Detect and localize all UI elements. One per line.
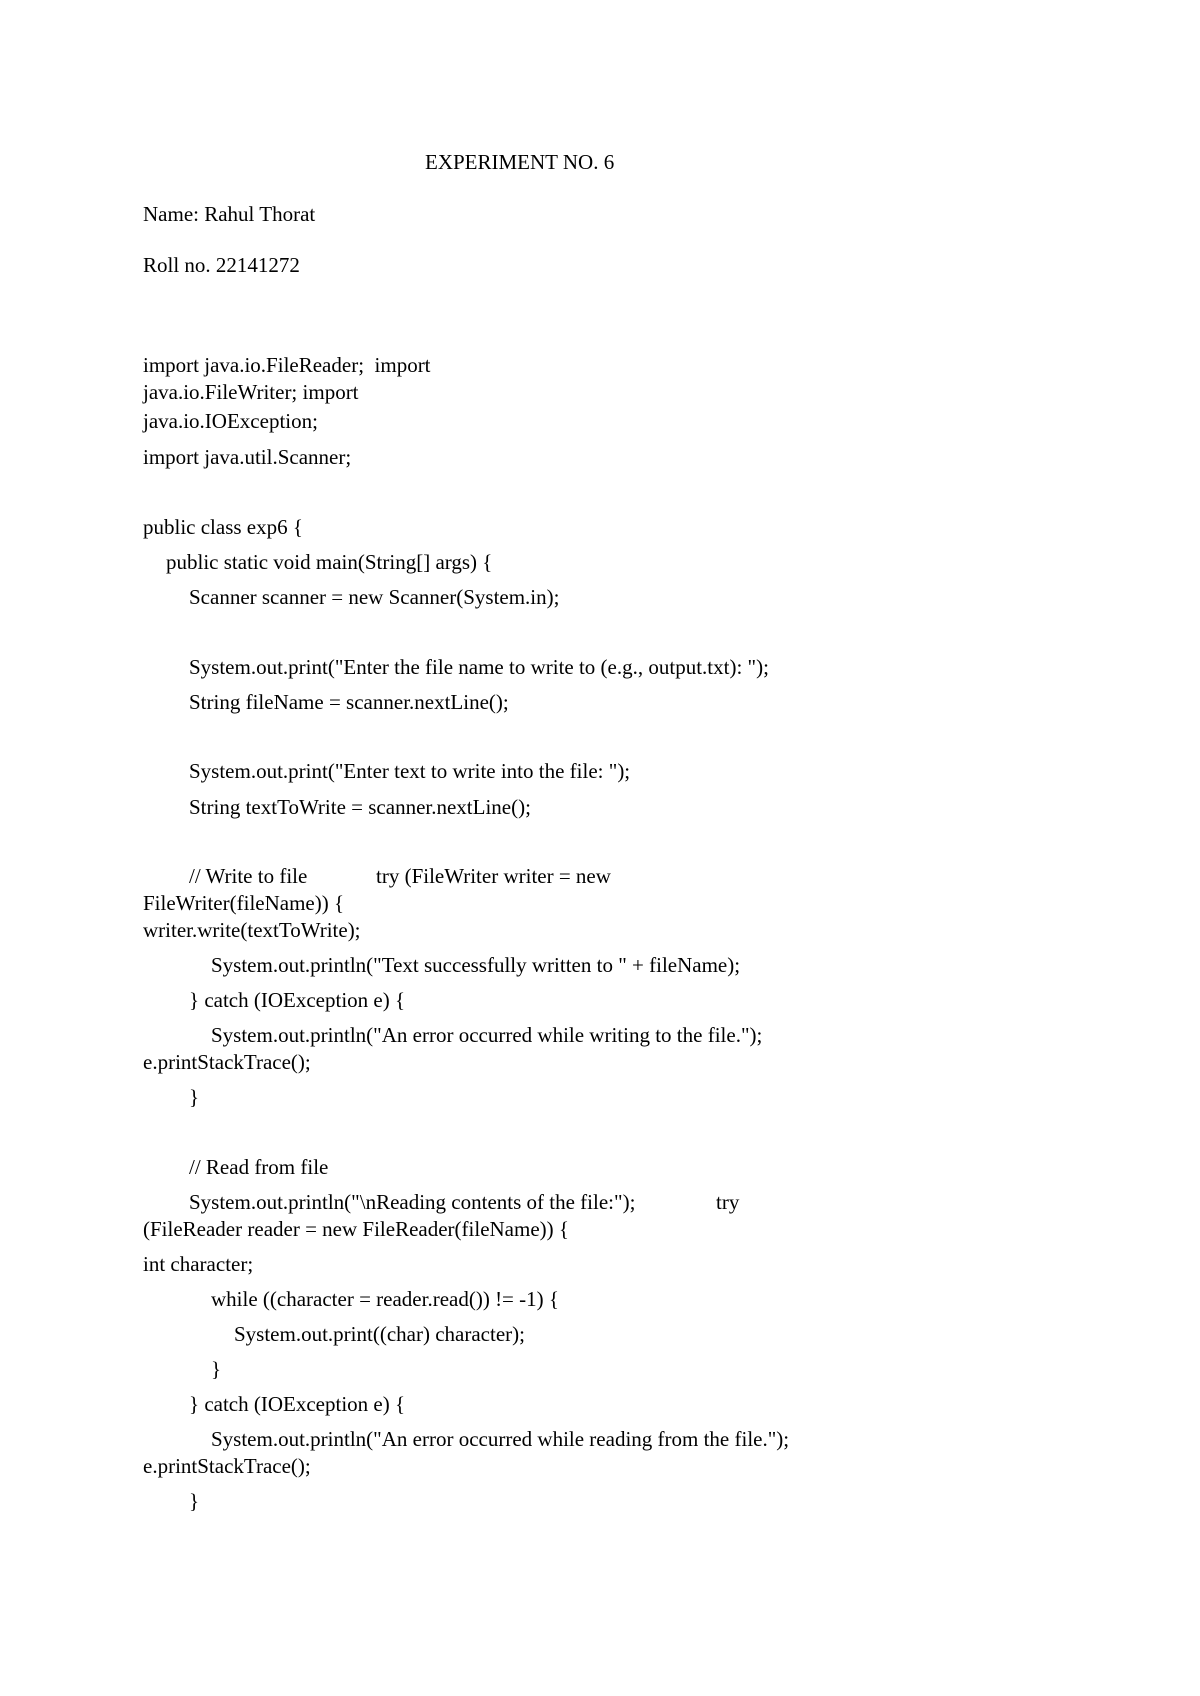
code-line: System.out.print((char) character); xyxy=(234,1322,525,1346)
student-name: Name: Rahul Thorat xyxy=(143,202,316,226)
code-line: e.printStackTrace(); xyxy=(143,1454,311,1478)
roll-number: Roll no. 22141272 xyxy=(143,253,300,277)
code-line: public class exp6 { xyxy=(143,515,303,539)
code-line: System.out.print("Enter the file name to write to (e.g., output.txt): "); xyxy=(189,655,769,679)
code-line: writer.write(textToWrite); xyxy=(143,918,361,942)
code-line: try (FileWriter writer = new xyxy=(376,864,611,888)
code-line: } xyxy=(211,1357,222,1381)
code-line: String textToWrite = scanner.nextLine(); xyxy=(189,795,531,819)
code-comment: // Read from file xyxy=(189,1155,329,1179)
code-line: System.out.println("An error occurred while writing to the file."); xyxy=(211,1023,763,1047)
code-line: } catch (IOException e) { xyxy=(189,1392,406,1416)
code-line: } xyxy=(189,1085,200,1109)
code-line: System.out.println("An error occurred while reading from the file."); xyxy=(211,1427,790,1451)
code-line: System.out.println("\nReading contents of the file:"); xyxy=(189,1190,636,1214)
code-line: FileWriter(fileName)) { xyxy=(143,891,345,915)
code-comment: // Write to file xyxy=(189,864,308,888)
code-line: (FileReader reader = new FileReader(fileName)) { xyxy=(143,1217,569,1241)
code-line: while ((character = reader.read()) != -1) { xyxy=(211,1287,559,1311)
code-line: e.printStackTrace(); xyxy=(143,1050,311,1074)
code-line: } xyxy=(189,1489,200,1513)
code-line: java.io.IOException; xyxy=(143,409,318,433)
code-line: try xyxy=(716,1190,740,1214)
code-line: import java.util.Scanner; xyxy=(143,445,352,469)
code-line: import java.io.FileReader; import xyxy=(143,353,431,377)
code-line: System.out.println("Text successfully written to " + fileName); xyxy=(211,953,741,977)
document-title: EXPERIMENT NO. 6 xyxy=(425,150,615,174)
code-line: int character; xyxy=(143,1252,254,1276)
code-line: String fileName = scanner.nextLine(); xyxy=(189,690,509,714)
code-line: System.out.print("Enter text to write into the file: "); xyxy=(189,759,631,783)
code-line: java.io.FileWriter; import xyxy=(143,380,359,404)
code-line: Scanner scanner = new Scanner(System.in); xyxy=(189,585,560,609)
code-line: } catch (IOException e) { xyxy=(189,988,406,1012)
code-line: public static void main(String[] args) { xyxy=(166,550,493,574)
